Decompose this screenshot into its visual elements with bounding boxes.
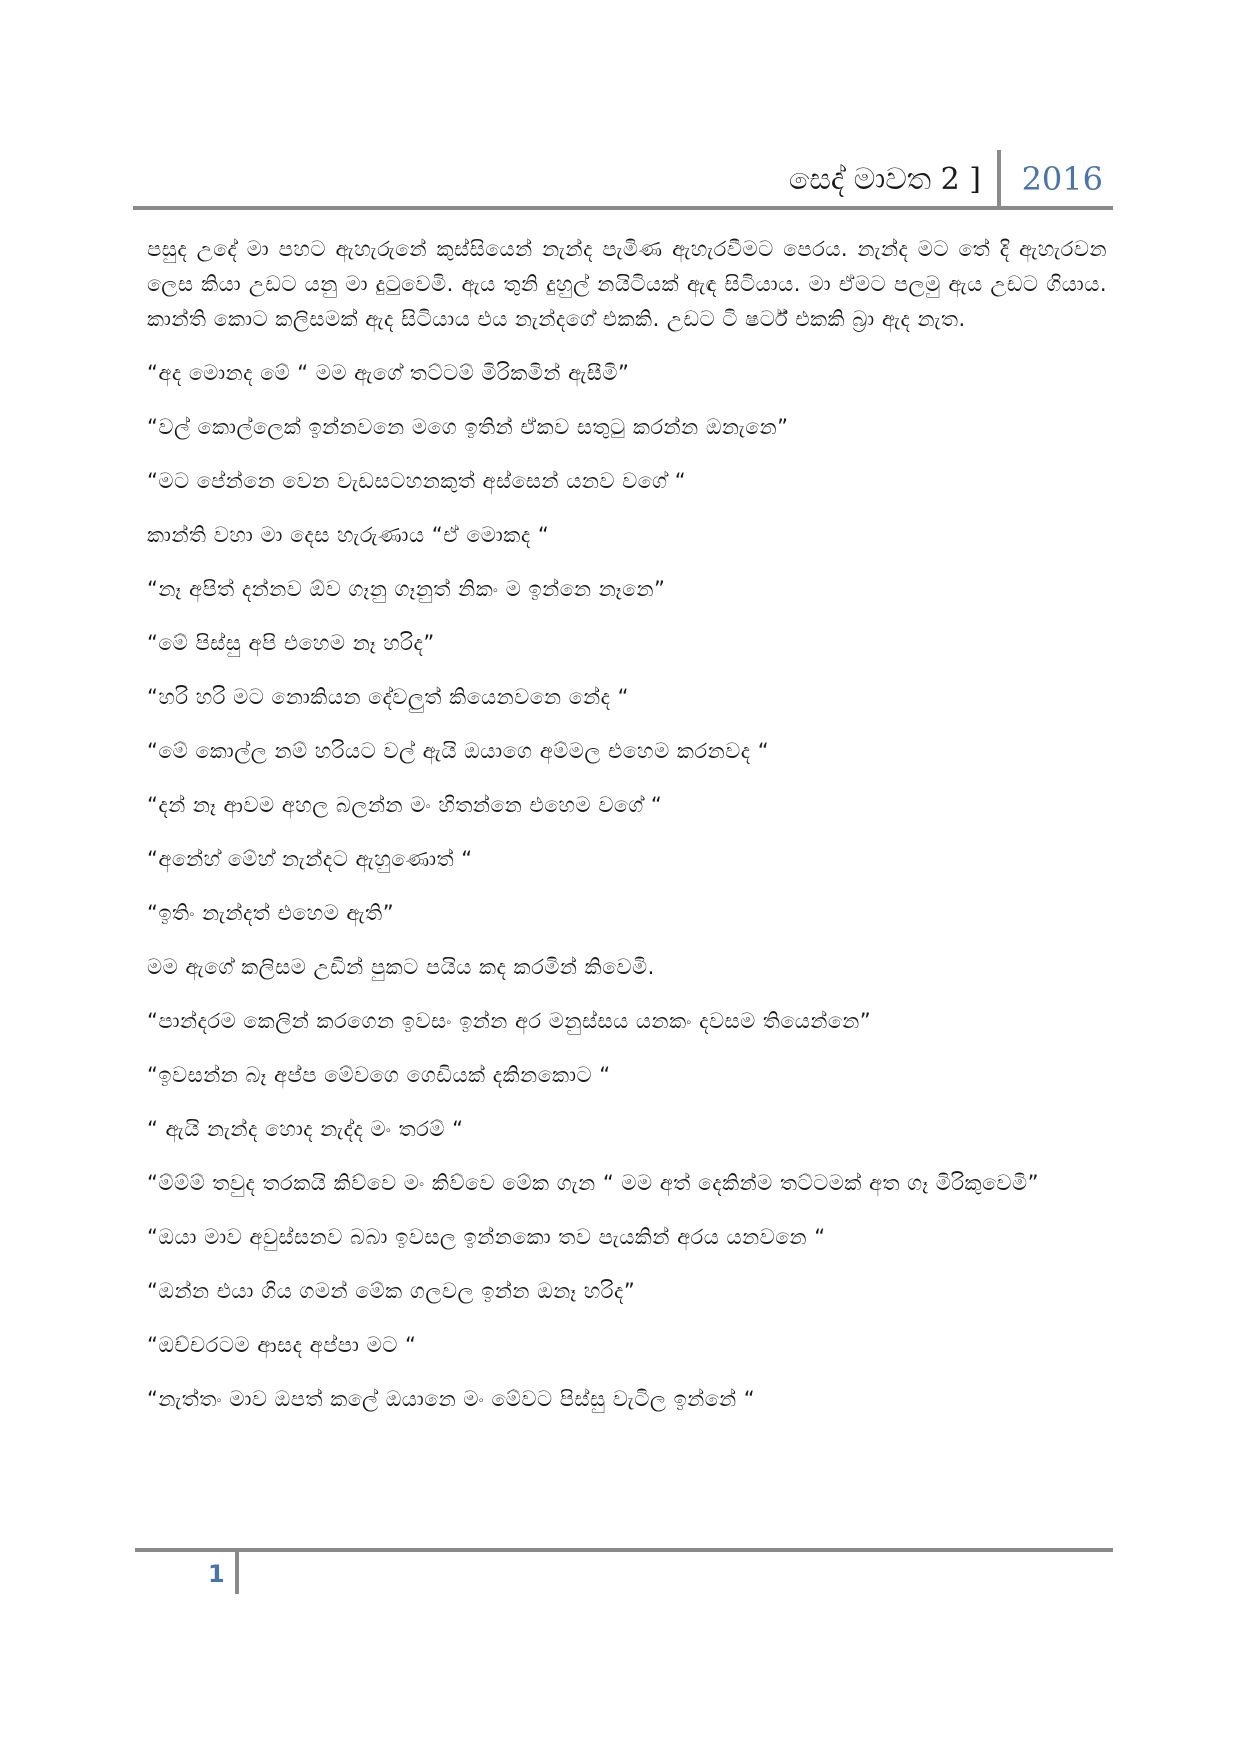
paragraph: “ ඇයි නැන්ද හොද නැද්ද මං තරම් “ <box>147 1117 464 1141</box>
header-title: සෙද් මාවත 2 ] <box>788 162 981 197</box>
paragraph: “නැත්තං මාව ඔපත් කලේ ඔයානෙ මං මේවට පිස්සු වැටිල ඉන්නේ “ <box>147 1387 756 1411</box>
paragraph: “මේ පිස්සු අපි එහෙම නෑ හරිද” <box>147 631 435 655</box>
paragraph: “ඉවසන්න බෑ අප්ප මේවගෙ ගෙඩියක් දකිනකොට “ <box>147 1063 611 1087</box>
paragraph: පසුද උදේ මා පහට ඇහැරුනේ කුස්සියෙන් නැන්ද පැමිණ ඇහැරවීමට පෙරය. නැන්ද මට තේ දි ඇහැරවන ලෙස කියා උඩට යනු මා දුටුවෙමි. ඇය තුනි දුහුල් නයිටියක් ඇඳ සිටියාය. මා ඒමට පලමු ඇය උඩට ගියාය. කාන්ති කොට කලිසමක් ඇද සිටියාය එය නැන්දගේ එකකි. උඩට ටි ෂර්ට් එකකි බ්‍රා ඇද නැත. <box>147 237 1107 331</box>
paragraph: “ඔයා මාව අවුස්සනව බබා ඉවසල ඉන්නකො තව පැයකින් අරය යනවනෙ “ <box>147 1225 826 1249</box>
paragraph: “මට පේන්නෙ වෙන වැඩසටහනකුත් අස්සෙන් යනව වගේ “ <box>147 469 687 493</box>
paragraph: “හරි හරි මට නොකියන දේවලුත් කියෙනවනෙ නේද “ <box>147 685 630 709</box>
paragraph: “ඔච්චරටම ආසද අප්පා මට “ <box>147 1333 417 1357</box>
body-text <box>147 232 1107 1436</box>
paragraph: “දන් නෑ ආවම අහල බලන්න මං හිතන්නෙ එහෙම වගේ “ <box>147 793 663 817</box>
footer-divider <box>235 1552 239 1594</box>
header-divider <box>997 150 1001 206</box>
paragraph: “අද මොනද මේ “ මම ඇගේ තට්ටම් මිරිකමින් ඇසීමි” <box>147 361 630 385</box>
paragraph: “මේ කොල්ල නම් හරියට වල් ඇයි ඔයාගෙ අම්මල එහෙම කරනවද “ <box>147 739 770 763</box>
paragraph: “ඔන්න එයා ගිය ගමන් මේක ගලවල ඉන්න ඔනෑ හරිද” <box>147 1279 636 1303</box>
paragraph: “පාන්දරම කෙලින් කරගෙන ඉවසං ඉන්න අර මනුස්සය යනකං දවසම තියෙන්නෙ” <box>147 1009 872 1033</box>
paragraph: “ම්ම්ම් තවුද තරකයි කිව්වෙ මං කිව්වෙ මේක ගැන “ මම අත් දෙකින්ම තට්ටමක් අත ගෑ මිරිකුවෙමි” <box>147 1171 1039 1195</box>
paragraph: මම ඇගේ කලිසම උඩින් පුකට පයිය කද කරමින් කිවෙමි. <box>147 955 655 979</box>
page-header <box>133 150 1113 212</box>
paragraph: “අනේහ් මේහ් නැන්දට ඇහුණොත් “ <box>147 847 473 871</box>
footer-rule <box>135 1548 1113 1552</box>
paragraph: “නෑ අපිත් දන්නව ඕව ගෑනු ගෑනුත් නිකං ම ඉන්නෙ නෑනෙ” <box>147 577 666 601</box>
page-number: 1 <box>208 1560 225 1588</box>
header-year: 2016 <box>1021 160 1103 198</box>
paragraph: “ඉතිං නැන්දත් එහෙම ඇති” <box>147 901 395 925</box>
paragraph: “වල් කොල්ලෙක් ඉන්නවනෙ මගෙ ඉතින් ඒකව සතුටු කරන්න ඔනැනෙ” <box>147 415 789 439</box>
header-rule <box>133 206 1113 210</box>
paragraph: කාන්ති වහා මා දෙස හැරුණාය “ඒ මොකද “ <box>147 523 550 547</box>
